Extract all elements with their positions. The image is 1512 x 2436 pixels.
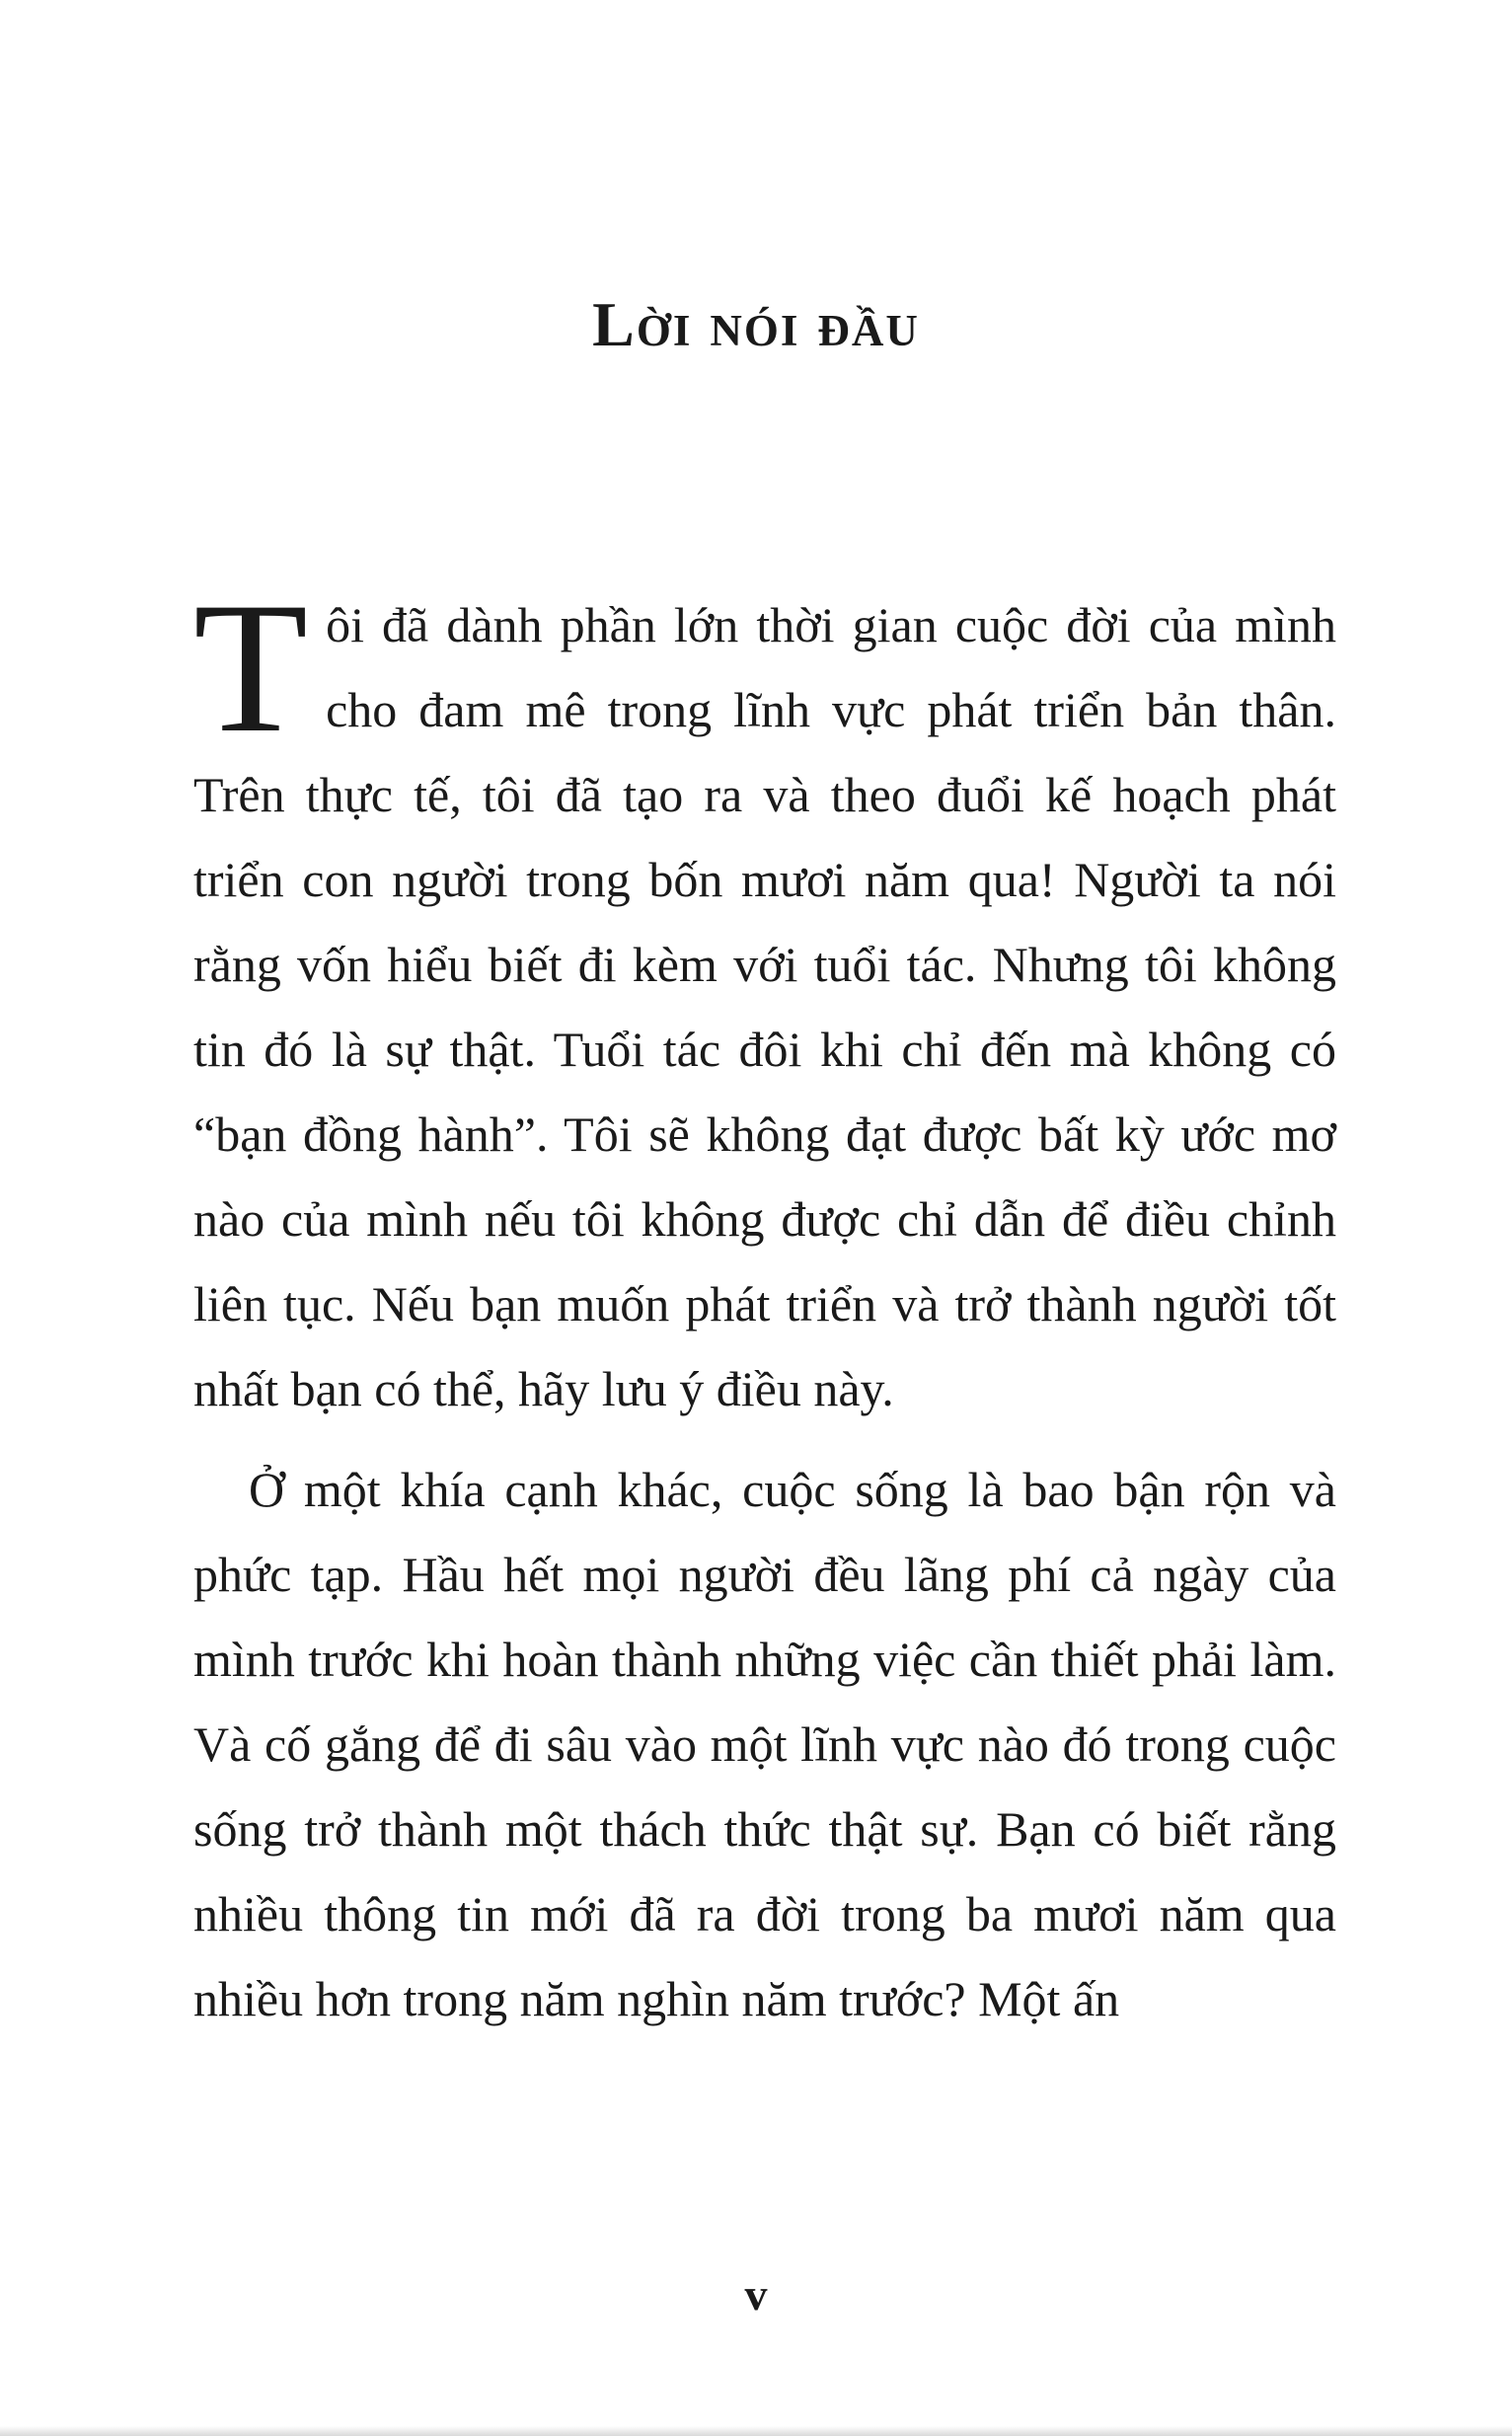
body-text (193, 565, 1336, 2041)
chapter-title: Lời nói đầu (592, 289, 920, 359)
paragraph-2: Ở một khía cạnh khác, cuộc sống là bao bận rộn và phức tạp. Hầu hết mọi người đều lãng phí cả ngày của mình trước khi hoàn thành những việc cần thiết phải làm. Và cố gắng để đi sâu vào một lĩnh vực nào đó trong cuộc sống trở thành một thách thức thật sự. Bạn có biết rằng nhiều thông tin mới đã ra đời trong ba mươi năm qua nhiều hơn trong năm nghìn năm trước? Một ấn (193, 1462, 1336, 2026)
page-edge-shadow (0, 2426, 1512, 2436)
drop-cap: T (193, 565, 309, 772)
paragraph-1-text: ôi đã dành phần lớn thời gian cuộc đời của mình cho đam mê trong lĩnh vực phát triển bản thân. Trên thực tế, tôi đã tạo ra và theo đuổi kế hoạch phát triển con người trong bốn mươi năm qua! Người ta nói rằng vốn hiểu biết đi kèm với tuổi tác. Nhưng tôi không tin đó là sự thật. Tuổi tác đôi khi chỉ đến mà không có “bạn đồng hành”. Tôi sẽ không đạt được bất kỳ ước mơ nào của mình nếu tôi không được chỉ dẫn để điều chỉnh liên tục. Nếu bạn muốn phát triển và trở thành người tốt nhất bạn có thể, hãy lưu ý điều này. (193, 597, 1336, 1416)
paragraph-1 (193, 565, 1336, 1431)
page-number: v (744, 2269, 768, 2320)
